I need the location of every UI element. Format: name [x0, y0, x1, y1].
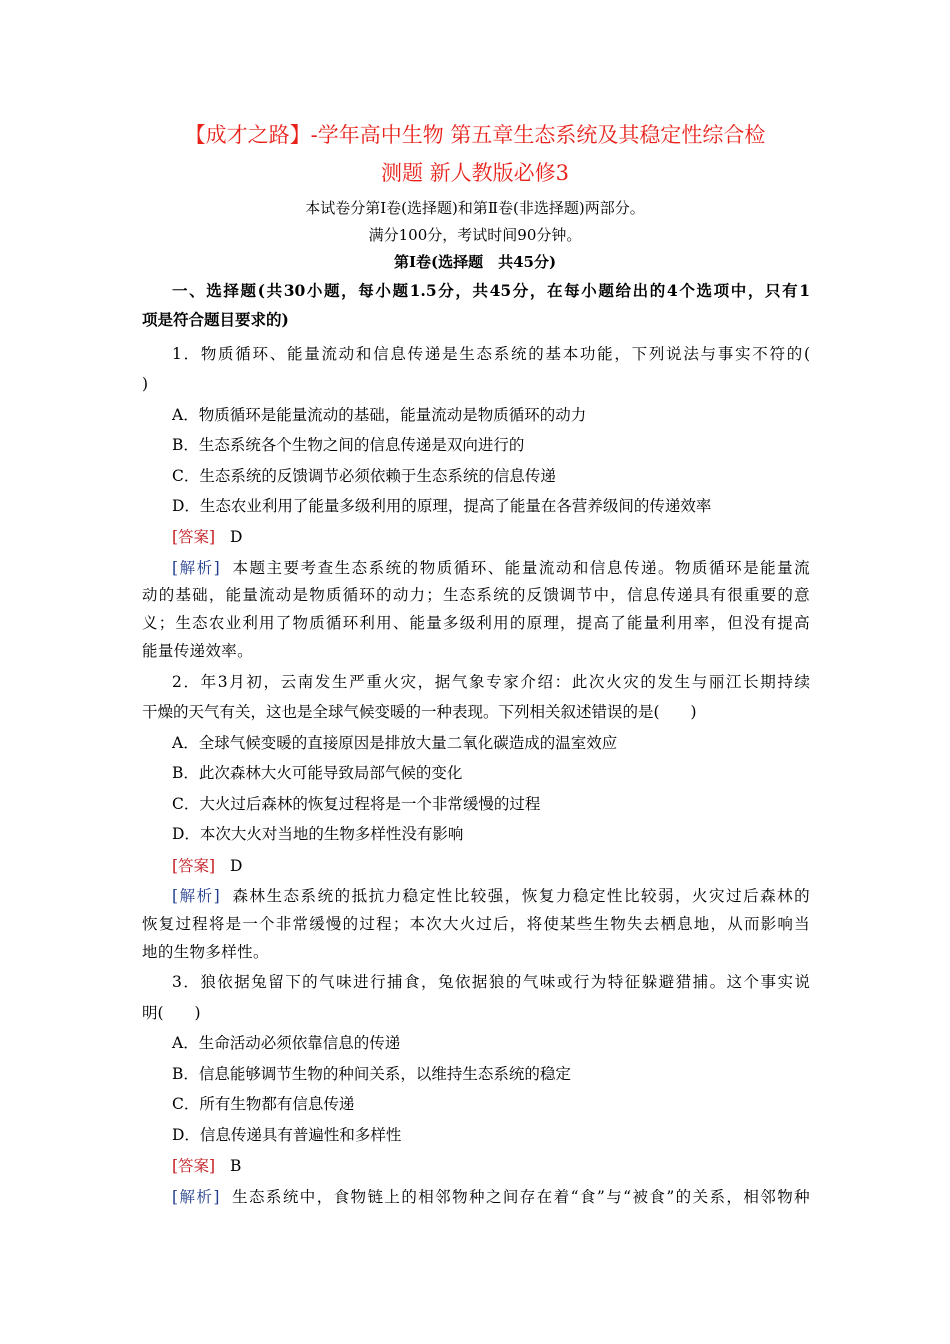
q3-stem-line-2: 明( )	[142, 1004, 201, 1022]
q3-option-b: B．信息能够调节生物的种间关系，以维持生态系统的稳定	[172, 1065, 571, 1083]
answer-label: [答案]	[172, 857, 216, 875]
q2-analysis-line-3: 地的生物多样性。	[142, 943, 269, 961]
answer-label: [答案]	[172, 1157, 216, 1175]
section-title: 第Ⅰ卷(选择题 共45分)	[393, 253, 557, 271]
analysis-text: 本题主要考查生态系统的物质循环、能量流动和信息传递。物质循环是能量流	[232, 559, 811, 577]
q3-analysis-line-1	[172, 1186, 810, 1208]
q3-option-d: D．信息传递具有普遍性和多样性	[172, 1126, 402, 1144]
q2-answer	[172, 855, 810, 877]
q2-option-d: D．本次大火对当地的生物多样性没有影响	[172, 825, 464, 843]
answer-label: [答案]	[172, 528, 216, 546]
part1-heading-line-1: 一、选择题(共30小题，每小题1.5分，共45分，在每小题给出的4个选项中，只有1	[172, 281, 810, 300]
analysis-text: 森林生态系统的抵抗力稳定性比较强，恢复力稳定性比较弱，火灾过后森林的	[232, 887, 811, 905]
q2-stem-line-1: 2．年3月初，云南发生严重火灾，据气象专家介绍：此次火灾的发生与丽江长期持续	[172, 673, 810, 691]
analysis-label: [解析]	[172, 887, 221, 905]
q1-stem-line-1: 1．物质循环、能量流动和信息传递是生态系统的基本功能，下列说法与事实不符的(	[172, 345, 810, 363]
q1-option-b: B．生态系统各个生物之间的信息传递是双向进行的	[172, 436, 525, 454]
analysis-label: [解析]	[172, 1188, 220, 1206]
q1-analysis-line-3: 义；生态农业利用了物质循环利用、能量多级利用的原理，提高了能量利用率，但没有提高	[142, 614, 810, 632]
q2-option-a: A．全球气候变暖的直接原因是排放大量二氧化碳造成的温室效应	[172, 734, 618, 752]
q3-stem-line-1: 3．狼依据兔留下的气味进行捕食，兔依据狼的气味或行为特征躲避猎捕。这个事实说	[172, 973, 810, 991]
analysis-text: 生态系统中，食物链上的相邻物种之间存在着“食”与“被食”的关系，相邻物种	[232, 1188, 810, 1206]
intro-line-1: 本试卷分第Ⅰ卷(选择题)和第Ⅱ卷(非选择题)两部分。	[305, 199, 645, 217]
q1-answer	[172, 526, 810, 548]
part1-heading-line-2: 项是符合题目要求的)	[142, 310, 289, 329]
q2-option-b: B．此次森林大火可能导致局部气候的变化	[172, 764, 463, 782]
q2-option-c: C．大火过后森林的恢复过程将是一个非常缓慢的过程	[172, 795, 541, 813]
q3-answer	[172, 1155, 810, 1177]
analysis-label: [解析]	[172, 559, 221, 577]
intro-line-2: 满分100分，考试时间90分钟。	[368, 226, 582, 244]
answer-value: D	[230, 528, 243, 546]
answer-value: B	[230, 1157, 242, 1175]
q1-option-d: D．生态农业利用了能量多级利用的原理，提高了能量在各营养级间的传递效率	[172, 497, 712, 515]
q1-analysis-line-1	[172, 557, 810, 579]
q3-option-a: A．生命活动必须依靠信息的传递	[172, 1034, 401, 1052]
q3-option-c: C．所有生物都有信息传递	[172, 1095, 355, 1113]
q2-analysis-line-1	[172, 885, 810, 907]
q1-option-a: A．物质循环是能量流动的基础，能量流动是物质循环的动力	[172, 406, 587, 424]
q1-stem-line-2: )	[142, 375, 149, 393]
q1-analysis-line-2: 动的基础，能量流动是物质循环的动力；生态系统的反馈调节中，信息传递具有很重要的意	[142, 586, 810, 604]
q2-stem-line-2: 干燥的天气有关，这也是全球气候变暖的一种表现。下列相关叙述错误的是( )	[142, 703, 697, 721]
q1-option-c: C．生态系统的反馈调节必须依赖于生态系统的信息传递	[172, 467, 556, 485]
document-title-line-2: 测题 新人教版必修3	[380, 161, 570, 185]
q2-analysis-line-2: 恢复过程将是一个非常缓慢的过程；本次大火过后，将使某些生物失去栖息地，从而影响当	[142, 915, 810, 933]
q1-analysis-line-4: 能量传递效率。	[142, 642, 253, 660]
document-title-line-1: 【成才之路】-学年高中生物 第五章生态系统及其稳定性综合检	[184, 123, 766, 147]
answer-value: D	[230, 857, 243, 875]
